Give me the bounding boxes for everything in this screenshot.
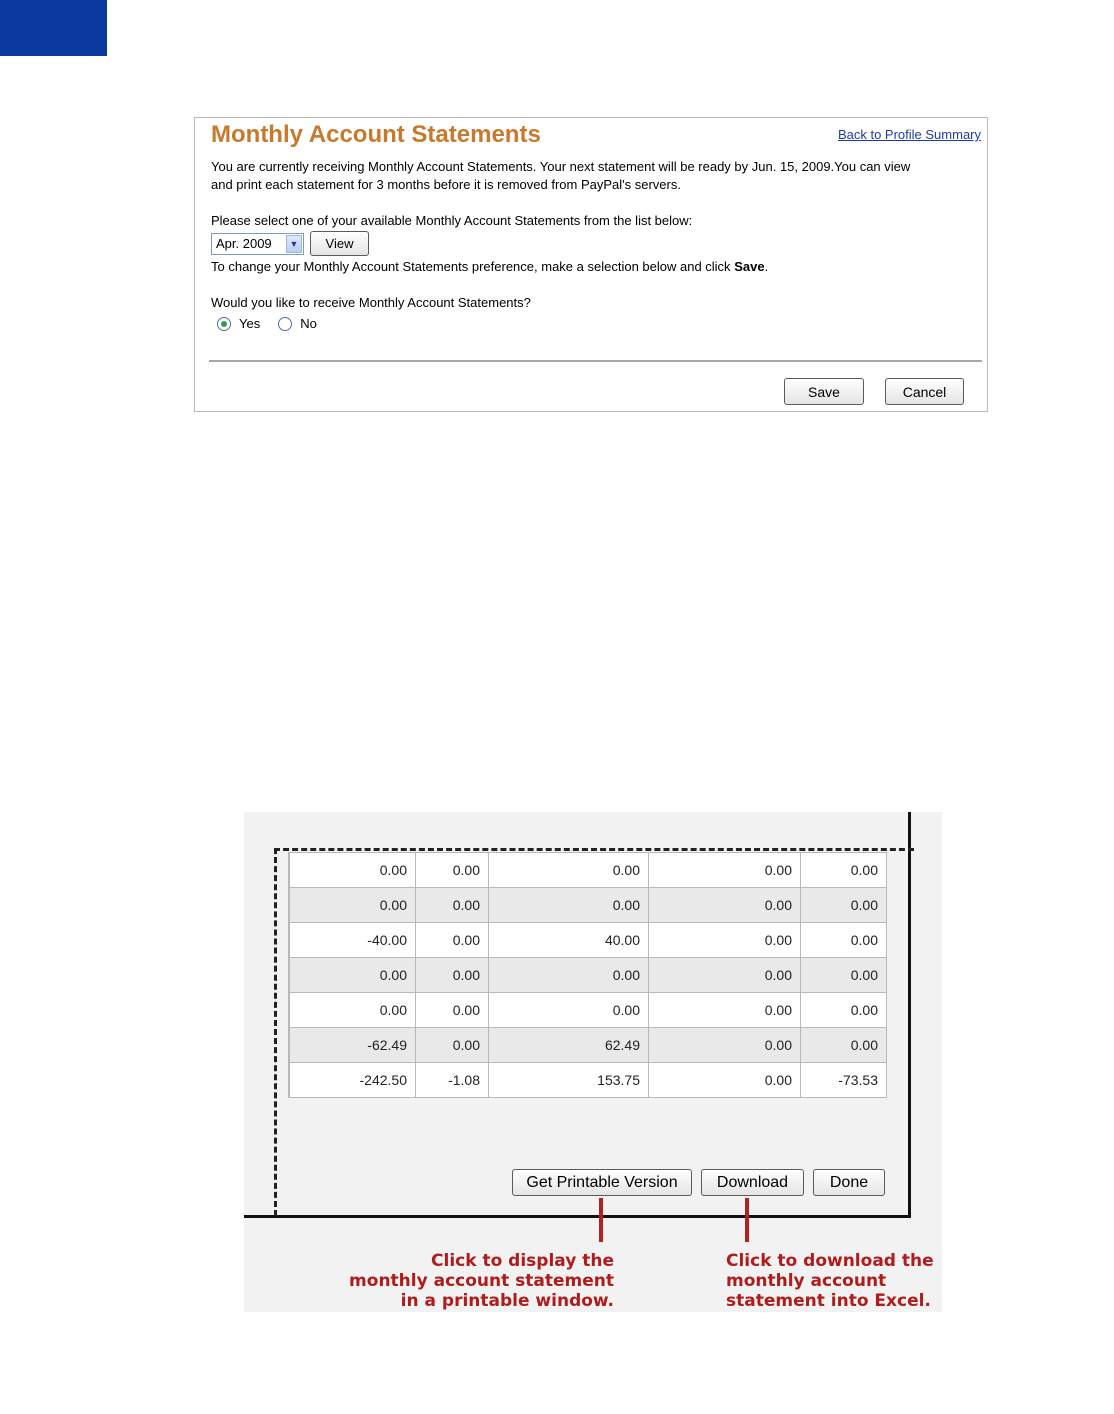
preference-instructions (211, 259, 768, 274)
window-edge-right (908, 812, 911, 1218)
callout-download-line: monthly account (726, 1271, 887, 1291)
callout-download (726, 1251, 941, 1311)
callout-pointer-printable (599, 1198, 603, 1242)
statement-table-wrap (288, 852, 887, 1098)
callout-printable-line: monthly account statement (349, 1271, 614, 1291)
callout-printable (314, 1251, 614, 1311)
cropped-edge-left (274, 848, 277, 1216)
radio-no[interactable] (278, 317, 292, 331)
statement-select-value: Apr. 2009 (216, 236, 272, 251)
table-cell: 0.00 (290, 888, 416, 923)
table-cell: 0.00 (489, 853, 649, 888)
intro-line-1: You are currently receiving Monthly Account Statements. Your next statement will be ready by Jun. 15, 2009.You can view (211, 159, 911, 174)
download-button[interactable]: Download (701, 1169, 804, 1196)
callout-printable-line: in a printable window. (400, 1291, 614, 1311)
table-cell: 0.00 (801, 1028, 887, 1063)
table-cell: 0.00 (649, 923, 801, 958)
table-cell: 153.75 (489, 1063, 649, 1098)
table-cell: -62.49 (290, 1028, 416, 1063)
table-cell: -73.53 (801, 1063, 887, 1098)
table-cell: 0.00 (801, 958, 887, 993)
radio-yes[interactable] (217, 317, 231, 331)
cropped-edge-top (274, 848, 914, 851)
table-cell: 0.00 (416, 993, 489, 1028)
table-cell: 0.00 (801, 888, 887, 923)
table-row (289, 853, 887, 888)
table-cell: 0.00 (489, 888, 649, 923)
divider (209, 360, 982, 362)
table-row (289, 1028, 887, 1063)
intro-line-2: and print each statement for 3 months before it is removed from PayPal's servers. (211, 177, 681, 192)
table-cell: 62.49 (489, 1028, 649, 1063)
statement-select[interactable] (211, 233, 304, 255)
preference-text-save: Save (734, 259, 765, 274)
window-edge-bottom (244, 1215, 911, 1218)
table-cell: 0.00 (416, 853, 489, 888)
callout-download-line: statement into Excel. (726, 1291, 931, 1311)
table-cell: 0.00 (489, 958, 649, 993)
radio-yes-label: Yes (239, 316, 261, 331)
table-cell: 0.00 (290, 993, 416, 1028)
page-title: Monthly Account Statements (211, 121, 541, 148)
get-printable-version-button[interactable]: Get Printable Version (512, 1169, 692, 1196)
table-row (289, 923, 887, 958)
callout-download-line: Click to download the (726, 1251, 934, 1271)
callout-printable-line: Click to display the (431, 1251, 614, 1271)
table-cell: 0.00 (649, 1028, 801, 1063)
table-cell: -1.08 (416, 1063, 489, 1098)
corner-tab-block (0, 0, 107, 56)
back-to-profile-summary-link[interactable]: Back to Profile Summary (837, 127, 981, 142)
save-button[interactable]: Save (784, 378, 864, 405)
table-row (289, 958, 887, 993)
select-prompt: Please select one of your available Monthly Account Statements from the list below: (211, 213, 693, 228)
table-row (289, 888, 887, 923)
table-cell: 0.00 (649, 853, 801, 888)
table-cell: 0.00 (649, 958, 801, 993)
receive-statements-options (217, 316, 335, 331)
table-cell: -242.50 (290, 1063, 416, 1098)
table-cell: 40.00 (489, 923, 649, 958)
table-cell: 0.00 (416, 958, 489, 993)
monthly-statements-panel (194, 117, 988, 412)
table-cell: 0.00 (489, 993, 649, 1028)
table-cell: 0.00 (649, 993, 801, 1028)
statement-table-screenshot (244, 812, 942, 1312)
table-cell: 0.00 (649, 888, 801, 923)
table-cell: 0.00 (416, 1028, 489, 1063)
radio-no-label: No (300, 316, 317, 331)
view-button[interactable]: View (310, 231, 369, 256)
done-button[interactable]: Done (813, 1169, 885, 1196)
table-row (289, 993, 887, 1028)
preference-text: To change your Monthly Account Statements preference, make a selection below and click (211, 259, 735, 274)
table-cell: -40.00 (290, 923, 416, 958)
receive-statements-question: Would you like to receive Monthly Account Statements? (211, 295, 531, 310)
table-cell: 0.00 (649, 1063, 801, 1098)
table-row (289, 1063, 887, 1098)
table-cell: 0.00 (416, 888, 489, 923)
chevron-down-icon[interactable]: ▼ (286, 235, 302, 253)
table-cell: 0.00 (801, 923, 887, 958)
callout-pointer-download (745, 1198, 749, 1242)
table-cell: 0.00 (801, 853, 887, 888)
statement-table (288, 852, 887, 1098)
intro-text (211, 158, 981, 194)
table-cell: 0.00 (290, 853, 416, 888)
preference-text-end: . (764, 259, 769, 274)
cancel-button[interactable]: Cancel (885, 378, 964, 405)
table-cell: 0.00 (290, 958, 416, 993)
table-cell: 0.00 (416, 923, 489, 958)
table-cell: 0.00 (801, 993, 887, 1028)
